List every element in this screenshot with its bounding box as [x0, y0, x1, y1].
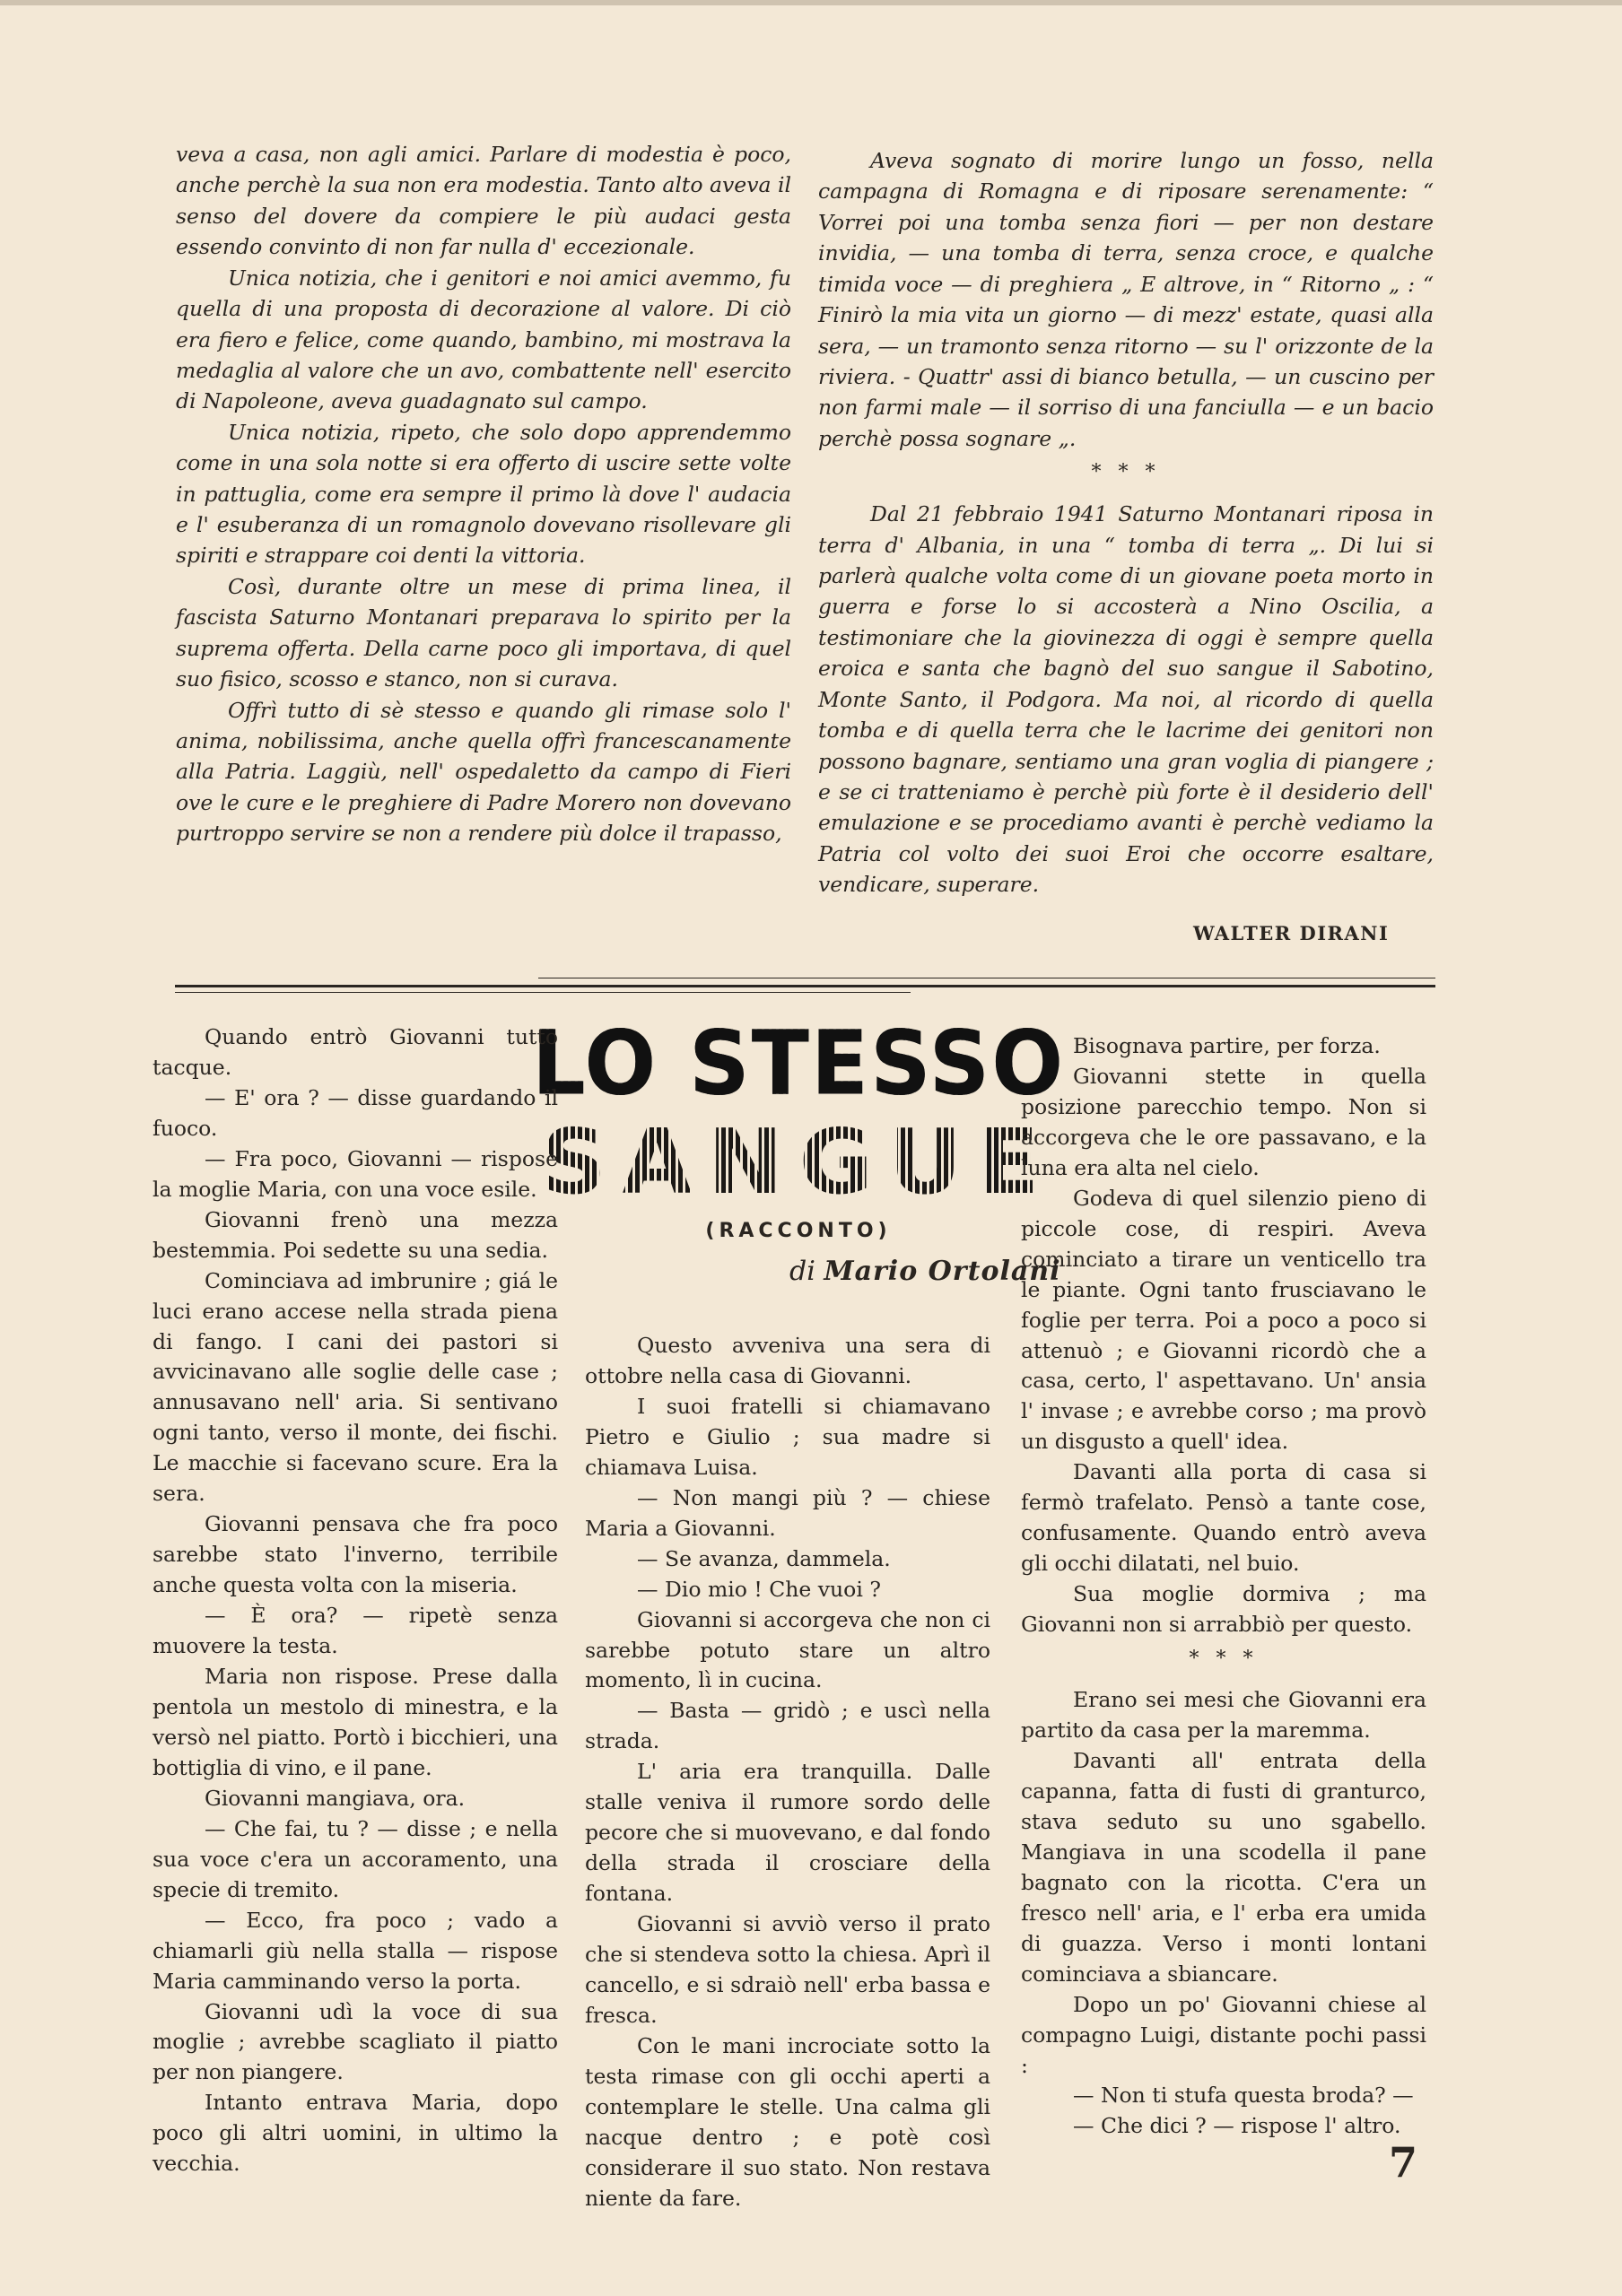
paragraph: Dopo un po' Giovanni chiese al compagno Luigi, distante pochi passi :	[1021, 1991, 1426, 2078]
paragraph: Erano sei mesi che Giovanni era partito da casa per la maremma.	[1021, 1687, 1426, 1744]
paragraph: Giovanni si avviò verso il prato che si stendeva sotto la chiesa. Aprì il cancello, e si sdraiò nell' erba bassa e fresca.	[585, 1911, 990, 2028]
paragraph: Cominciava ad imbrunire ; giá le luci erano accese nella strada piena di fango. I cani dei pastori si avvicinavano alle soglie delle case ; annusavano nell' aria. Si sentivano ogni tanto, verso il monte, dei fischi. Le macchie si facevano scure. Era la sera.	[153, 1267, 558, 1507]
paragraph: — Fra poco, Giovanni — rispose la moglie Maria, con una voce esile.	[153, 1145, 558, 1202]
paragraph: Unica notizia, che i genitori e noi amici avemmo, fu quella di una proposta di decorazione al valore. Di ciò era fiero e felice, come quando, bambino, mi mostrava la medaglia al valore che un avo, combattente nell' esercito di Napoleone, aveva guadagnato sul campo.	[176, 265, 791, 414]
story-column-right	[1021, 1031, 1426, 2142]
paragraph: — È ora? — ripetè senza muovere la testa.	[153, 1603, 558, 1659]
paragraph: Giovanni udì la voce di sua moglie ; avrebbe scagliato il piatto per non piangere.	[153, 1998, 558, 2085]
paragraph: Giovanni mangiava, ora.	[205, 1785, 466, 1811]
paragraph: Questo avveniva una sera di ottobre nella casa di Giovanni.	[585, 1333, 990, 1388]
paragraph: — Non mangi più ? — chiese Maria a Giovanni.	[585, 1484, 990, 1541]
story-title	[520, 1013, 1077, 1242]
paragraph: — Che fai, tu ? — disse ; e nella sua voce c'era un accoramento, una specie di tremito.	[153, 1815, 558, 1902]
paragraph: — Non ti stufa questa broda? —	[1073, 2083, 1414, 2109]
author-name: Mario Ortolani	[824, 1256, 1061, 1287]
author-signature: WALTER DIRANI	[1193, 922, 1390, 944]
page-number: 7	[1389, 2138, 1418, 2187]
top-right-column	[818, 145, 1434, 900]
paragraph: — E' ora ? — disse guardando il fuoco.	[153, 1084, 558, 1141]
paragraph: veva a casa, non agli amici. Parlare di modestia è poco, anche perchè la sua non era modestia. Tanto alto aveva il senso del dovere da compiere le più audaci gesta essendo convinto di non far nulla d' eccezionale.	[176, 142, 791, 260]
paragraph: — Basta — gridò ; e uscì nella strada.	[585, 1698, 990, 1754]
story-column-left	[153, 1022, 558, 2179]
paragraph: Maria non rispose. Prese dalla pentola un mestolo di minestra, e la versò nel piatto. Portò i bicchieri, una bottiglia di vino, e il pane.	[153, 1664, 558, 1780]
paragraph: Offrì tutto di sè stesso e quando gli rimase solo l' anima, nobilissima, anche quella offrì francescanamente alla Patria. Laggiù, nell' ospedaletto da campo di Fieri ove le cure e le preghiere di Padre Morero non dovevano purtroppo servire se non a rendere più dolce il trapasso,	[176, 697, 791, 847]
paragraph: Aveva sognato di morire lungo un fosso, nella campagna di Romagna e di riposare serenamente: “ Vorrei poi una tomba senza fiori — per non destare invidia, — una tomba di terra, senza croce, e qualche timida voce — di preghiera „ E altrove, in “ Ritorno „ : “ Finirò la mia vita un giorno — di mezz' estate, quasi alla sera, — un tramonto senza ritorno — su l' orizzonte de la riviera. - Quattr' assi di bianco betulla, — un cuscino per non farmi male — il sorriso di una fanciulla — e un bacio perchè possa sognare „.	[818, 148, 1434, 451]
paragraph: Giovanni si accorgeva che non ci sarebbe potuto stare un altro momento, lì in cucina.	[585, 1606, 990, 1693]
story-column-middle	[585, 1331, 990, 2214]
paragraph: Sua moglie dormiva ; ma Giovanni non si arrabbiò per questo.	[1021, 1581, 1426, 1638]
paragraph: Quando entrò Giovanni tutto tacque.	[153, 1024, 558, 1080]
separator-rule-main	[175, 985, 1435, 987]
paragraph: — Ecco, fra poco ; vado a chiamarli giù nella stalla — rispose Maria camminando verso la porta.	[153, 1907, 558, 1994]
paragraph: Davanti all' entrata della capanna, fatta di fusti di granturco, stava seduto su uno sgabello. Mangiava in una scodella il pane bagnato con la ricotta. C'era un fresco nell' aria, e l' erba era umida di guazza. Verso i monti lontani cominciava a sbiancare.	[1021, 1747, 1426, 1987]
author-prefix: di	[789, 1256, 815, 1287]
scan-edge	[0, 0, 1622, 5]
paragraph: — Che dici ? — rispose l' altro.	[1073, 2113, 1401, 2139]
separator-rule-bottom	[175, 992, 911, 993]
paragraph: Davanti alla porta di casa si fermò trafelato. Pensò a tante cose, confusamente. Quando entrò aveva gli occhi dilatati, nel buio.	[1021, 1459, 1426, 1577]
story-subtitle: (RACCONTO)	[705, 1220, 892, 1242]
paragraph: Godeva di quel silenzio pieno di piccole cose, di respiri. Aveva cominciato a tirare un venticello tra le piante. Ogni tanto frusciavano le foglie per terra. Poi a poco a poco si attenuò ; e Giovanni ricordò che a casa, certo, l' aspettavano. Un' ansia l' invase ; e avrebbe corso ; ma provò un disgusto a quell' idea.	[1021, 1185, 1426, 1455]
paragraph: — Dio mio ! Che vuoi ?	[637, 1576, 881, 1602]
title-line-1: LO STESSO	[520, 1021, 1077, 1109]
paragraph: Unica notizia, ripeto, che solo dopo apprendemmo come in una sola notte si era offerto di uscire sette volte in pattuglia, come era sempre il primo là dove l' audacia e l' esuberanza di un romagnolo dovevano risollevare gli spiriti e strappare coi denti la vittoria.	[176, 419, 791, 569]
paragraph: — Se avanza, dammela.	[637, 1545, 891, 1571]
section-break-stars: * * *	[1091, 461, 1161, 484]
paragraph: Dal 21 febbraio 1941 Saturno Montanari riposa in terra d' Albania, in una “ tomba di terra „. Di lui si parlerà qualche volta come di un giovane poeta morto in guerra e forse lo si accosterà a Nino Oscilia, a testimoniare che la giovinezza di oggi è sempre quella eroica e santa che bagnò del suo sangue il Sabotino, Monte Santo, il Podgora. Ma noi, al ricordo di quella tomba e di quella terra che le lacrime dei genitori non possono bagnare, sentiamo una gran voglia di piangere ; e se ci tratteniamo è perchè più forte è il desiderio dell' emulazione e se procediamo avanti è perchè vediamo la Patria col volto dei suoi Eroi che occorre esaltare, vendicare, superare.	[818, 501, 1434, 898]
title-line-2: SANGUE	[520, 1118, 1077, 1207]
paragraph: I suoi fratelli si chiamavano Pietro e Giulio ; sua madre si chiamava Luisa.	[585, 1393, 990, 1480]
paragraph: Giovanni frenò una mezza bestemmia. Poi sedette su una sedia.	[153, 1206, 558, 1263]
paragraph: Giovanni pensava che fra poco sarebbe stato l'inverno, terribile anche questa volta con la miseria.	[153, 1511, 558, 1598]
paragraph: Giovanni stette in quella posizione parecchio tempo. Non si accorgeva che le ore passavano, e la luna era alta nel cielo.	[1021, 1063, 1426, 1180]
paragraph: Con le mani incrociate sotto la testa rimase con gli occhi aperti a contemplare le stelle. Una calma gli nacque dentro ; e potè così considerare il suo stato. Non restava niente da fare.	[585, 2032, 990, 2211]
top-left-column	[176, 139, 791, 849]
paragraph: L' aria era tranquilla. Dalle stalle veniva il rumore sordo delle pecore che si muovevano, e dal fondo della strada il crosciare della fontana.	[585, 1759, 990, 1907]
paragraph: Bisognava partire, per forza.	[1073, 1033, 1381, 1058]
paragraph: Così, durante oltre un mese di prima linea, il fascista Saturno Montanari preparava lo spirito per la suprema offerta. Della carne poco gli importava, di quel suo fisico, scosso e stanco, non si curava.	[176, 573, 791, 692]
paragraph: Intanto entrava Maria, dopo poco gli altri uomini, in ultimo la vecchia.	[153, 2090, 558, 2177]
section-break-stars-2: * * *	[1189, 1648, 1259, 1671]
